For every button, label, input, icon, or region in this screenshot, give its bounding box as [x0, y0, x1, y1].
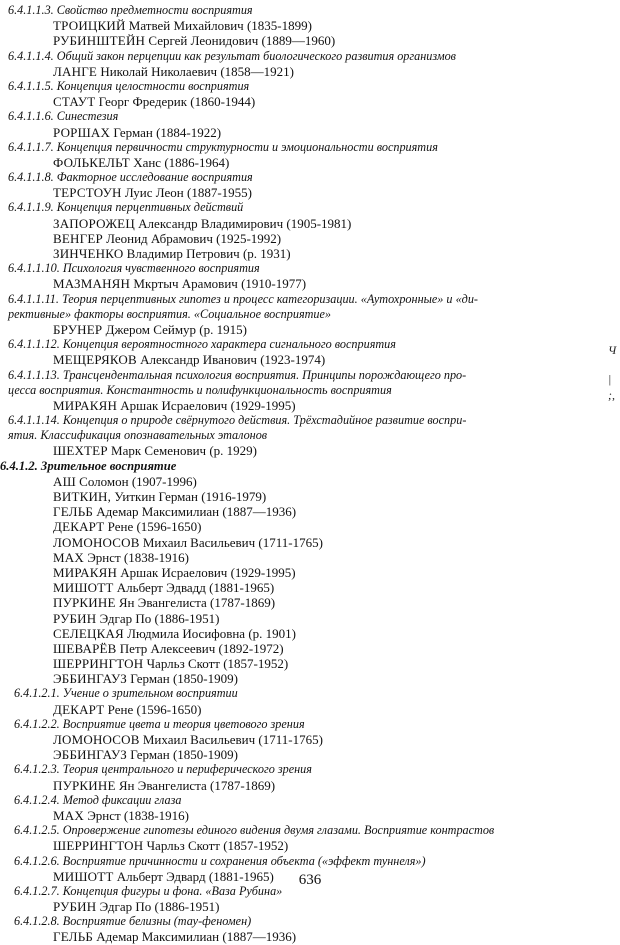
- person-surname: ЭББИНГАУЗ: [53, 671, 127, 687]
- person-details: Уиткин Герман (1916-1979): [114, 489, 267, 504]
- margin-mark: Ч: [608, 343, 617, 357]
- person-surname: МИШОТТ: [53, 580, 114, 596]
- person-details: Адемар Максимилиан (1887—1936): [96, 929, 297, 945]
- section-heading: 6.4.1.1.12. Концепция вероятностного характера сигнального восприятия: [8, 337, 396, 352]
- person-surname: ГЕЛЬБ: [53, 929, 94, 945]
- person-entry: [0, 565, 590, 580]
- person-entry: [0, 656, 590, 671]
- person-entry: [0, 504, 590, 519]
- person-details: Александр Иванович (1923-1974): [140, 352, 326, 368]
- person-entry: [0, 322, 590, 337]
- section-heading: 6.4.1.2.7. Концепция фигуры и фона. «Ваза Рубина»: [14, 883, 283, 898]
- person-surname: МИРАКЯН: [53, 397, 118, 413]
- person-surname: ВИТКИН,: [53, 489, 112, 504]
- section-heading: рективные» факторы восприятия. «Социальное восприятие»: [8, 306, 332, 321]
- person-entry: [0, 474, 590, 489]
- person-entry: [0, 702, 590, 717]
- person-surname: ФОЛЬКЕЛЬТ: [53, 154, 130, 170]
- section-heading: 6.4.1.1.9. Концепция перцептивных действий: [8, 200, 244, 215]
- person-surname: СТАУТ: [53, 94, 96, 110]
- person-surname: АШ: [53, 473, 76, 489]
- person-entry: [0, 33, 590, 48]
- person-surname: ТРОИЦКИЙ: [53, 18, 126, 34]
- person-surname: МИРАКЯН: [53, 564, 118, 580]
- person-details: Георг Фредерик (1860-1944): [98, 94, 256, 110]
- person-entry: [0, 641, 590, 656]
- person-details: Михаил Васильевич (1711-1765): [142, 534, 323, 550]
- person-surname: МИШОТТ: [53, 868, 114, 884]
- person-details: Чарльз Скотт (1857-1952): [146, 838, 289, 854]
- person-surname: МЕЩЕРЯКОВ: [53, 352, 137, 368]
- person-entry: [0, 125, 590, 140]
- person-details: Сергей Леонидович (1889—1960): [148, 33, 336, 49]
- person-details: Герман (1850-1909): [130, 671, 238, 687]
- person-surname: РУБИН: [53, 899, 97, 915]
- person-entry: [0, 352, 590, 367]
- person-entry: [0, 626, 590, 641]
- person-details: Александр Владимирович (1905-1981): [138, 215, 352, 231]
- person-details: Эдгар По (1886-1951): [99, 899, 220, 915]
- person-surname: ШЕВАРЁВ: [53, 640, 117, 656]
- person-surname: ЛОМОНОСОВ: [53, 732, 140, 747]
- person-surname: ПУРКИНЕ: [53, 595, 116, 611]
- person-details: Адемар Максимилиан (1887—1936): [96, 504, 297, 520]
- person-details: Николай Николаевич (1858—1921): [100, 63, 295, 79]
- person-surname: МАХ: [53, 549, 84, 565]
- page-number: 636: [298, 872, 322, 888]
- person-details: Марк Семенович (р. 1929): [111, 443, 258, 459]
- section-heading: 6.4.1.2.6. Восприятие причинности и сохранения объекта («эффект туннеля»): [14, 853, 426, 868]
- person-entry: [0, 231, 590, 246]
- person-details: Рене (1596-1650): [107, 519, 202, 535]
- person-details: Петр Алексеевич (1892-1972): [119, 640, 284, 656]
- person-entry: [0, 838, 590, 853]
- person-surname: ДЕКАРТ: [53, 519, 105, 535]
- person-details: Эдгар По (1886-1951): [99, 610, 220, 626]
- person-details: Герман (1850-1909): [130, 747, 238, 763]
- person-entry: [0, 246, 590, 261]
- margin-mark: |: [608, 372, 612, 386]
- person-surname: БРУНЕР: [53, 321, 103, 337]
- section-heading: 6.4.1.2. Зрительное восприятие: [0, 458, 177, 473]
- person-surname: ШЕРРИНГТОН: [53, 838, 144, 854]
- section-heading: 6.4.1.2.8. Восприятие белизны (тау-феномен): [14, 914, 252, 929]
- person-details: Альберт Эдвадд (1881-1965): [116, 580, 275, 596]
- section-heading: 6.4.1.1.11. Теория перцептивных гипотез и процесс категоризации. «Аутохронные» и «ди-: [8, 291, 478, 306]
- person-surname: ДЕКАРТ: [53, 701, 105, 717]
- person-entry: [0, 155, 590, 170]
- person-surname: ВЕНГЕР: [53, 230, 103, 246]
- person-surname: ЗАПОРОЖЕЦ: [53, 215, 135, 231]
- person-surname: РУБИНШТЕЙН: [53, 33, 146, 49]
- person-details: Ян Эвангелиста (1787-1869): [118, 777, 276, 793]
- person-details: Владимир Петрович (р. 1931): [126, 246, 291, 261]
- person-entry: [0, 398, 590, 413]
- person-entry: [0, 808, 590, 823]
- section-heading: 6.4.1.1.13. Трансцендентальная психология восприятия. Принципы порождающего про-: [8, 367, 467, 382]
- person-details: Джером Сеймур (р. 1915): [105, 321, 247, 337]
- person-details: Матвей Михайлович (1835-1899): [128, 18, 312, 34]
- person-entry: [0, 18, 590, 33]
- person-entry: [0, 519, 590, 534]
- person-details: Альберт Эдвард (1881-1965): [116, 868, 274, 884]
- person-entry: [0, 778, 590, 793]
- person-entry: [0, 535, 590, 550]
- person-details: Аршак Исраелович (1929-1995): [120, 397, 296, 413]
- person-details: Герман (1884-1922): [113, 124, 222, 140]
- section-heading: 6.4.1.2.5. Опровержение гипотезы единого видения двумя глазами. Восприятие контрастов: [14, 823, 495, 838]
- section-heading: 6.4.1.1.5. Концепция целостности восприятия: [8, 78, 250, 93]
- person-details: Аршак Исраелович (1929-1995): [120, 564, 296, 580]
- person-details: Рене (1596-1650): [107, 701, 202, 717]
- section-heading: 6.4.1.1.4. Общий закон перцепции как результат биологического развития организмов: [8, 48, 456, 63]
- section-heading: 6.4.1.2.2. Восприятие цвета и теория цветового зрения: [14, 716, 305, 731]
- person-entry: [0, 216, 590, 231]
- person-surname: ЗИНЧЕНКО: [53, 246, 124, 261]
- section-heading: 6.4.1.2.4. Метод фиксации глаза: [14, 792, 182, 807]
- person-entry: [0, 94, 590, 109]
- person-details: Людмила Иосифовна (р. 1901): [127, 625, 296, 641]
- person-details: Соломон (1907-1996): [79, 473, 197, 489]
- person-surname: РУБИН: [53, 610, 97, 626]
- section-heading: ятия. Классификация опознавательных эталонов: [8, 428, 268, 443]
- person-entry: [0, 671, 590, 686]
- person-entry: [0, 276, 590, 291]
- person-entry: [0, 489, 590, 504]
- person-surname: ЛАНГЕ: [53, 63, 98, 79]
- person-surname: ЛОМОНОСОВ: [53, 534, 140, 550]
- section-heading: цесса восприятия. Константность и полифункциональность восприятия: [8, 382, 392, 397]
- section-heading: 6.4.1.2.1. Учение о зрительном восприятии: [14, 686, 238, 701]
- person-entry: [0, 64, 590, 79]
- person-surname: ШЕРРИНГТОН: [53, 656, 144, 672]
- margin-mark: ;,: [608, 388, 615, 402]
- person-entry: [0, 550, 590, 565]
- person-entry: [0, 732, 590, 747]
- person-entry: [0, 595, 590, 610]
- section-heading: 6.4.1.1.10. Психология чувственного восприятия: [8, 261, 260, 276]
- section-heading: 6.4.1.1.8. Факторное исследование восприятия: [8, 170, 253, 185]
- person-surname: ГЕЛЬБ: [53, 504, 94, 520]
- person-surname: МАХ: [53, 807, 84, 823]
- person-entry: [0, 185, 590, 200]
- section-heading: 6.4.1.2.3. Теория центрального и периферического зрения: [14, 762, 312, 777]
- person-surname: СЕЛЕЦКАЯ: [53, 625, 124, 641]
- person-details: Эрнст (1838-1916): [87, 549, 189, 565]
- person-entry: [0, 747, 590, 762]
- person-details: Мкртыч Арамович (1910-1977): [133, 276, 307, 292]
- person-surname: ТЕРСТОУН: [53, 185, 122, 201]
- section-heading: 6.4.1.1.6. Синестезия: [8, 109, 119, 124]
- person-entry: [0, 580, 590, 595]
- content-lines: [0, 3, 590, 945]
- person-details: Михаил Васильевич (1711-1765): [142, 732, 323, 747]
- person-entry: [0, 443, 590, 458]
- person-details: Чарльз Скотт (1857-1952): [146, 656, 289, 672]
- person-details: Ханс (1886-1964): [133, 154, 230, 170]
- section-heading: 6.4.1.1.7. Концепция первичности структурности и эмоциональности восприятия: [8, 139, 438, 154]
- person-details: Луис Леон (1887-1955): [124, 185, 252, 201]
- section-heading: 6.4.1.1.3. Свойство предметности восприятия: [8, 3, 253, 17]
- person-surname: ШЕХТЕР: [53, 443, 108, 459]
- section-heading: 6.4.1.1.14. Концепция о природе свёрнутого действия. Трёхстадийное развитие воспри-: [8, 413, 467, 428]
- person-entry: [0, 611, 590, 626]
- person-entry: [0, 899, 590, 914]
- person-details: Эрнст (1838-1916): [87, 807, 189, 823]
- person-entry: [0, 929, 590, 944]
- person-details: Ян Эвангелиста (1787-1869): [118, 595, 276, 611]
- person-surname: МАЗМАНЯН: [53, 276, 131, 292]
- person-surname: ПУРКИНЕ: [53, 777, 116, 793]
- person-surname: РОРШАХ: [53, 124, 111, 140]
- person-surname: ЭББИНГАУЗ: [53, 747, 127, 763]
- person-details: Леонид Абрамович (1925-1992): [106, 230, 282, 246]
